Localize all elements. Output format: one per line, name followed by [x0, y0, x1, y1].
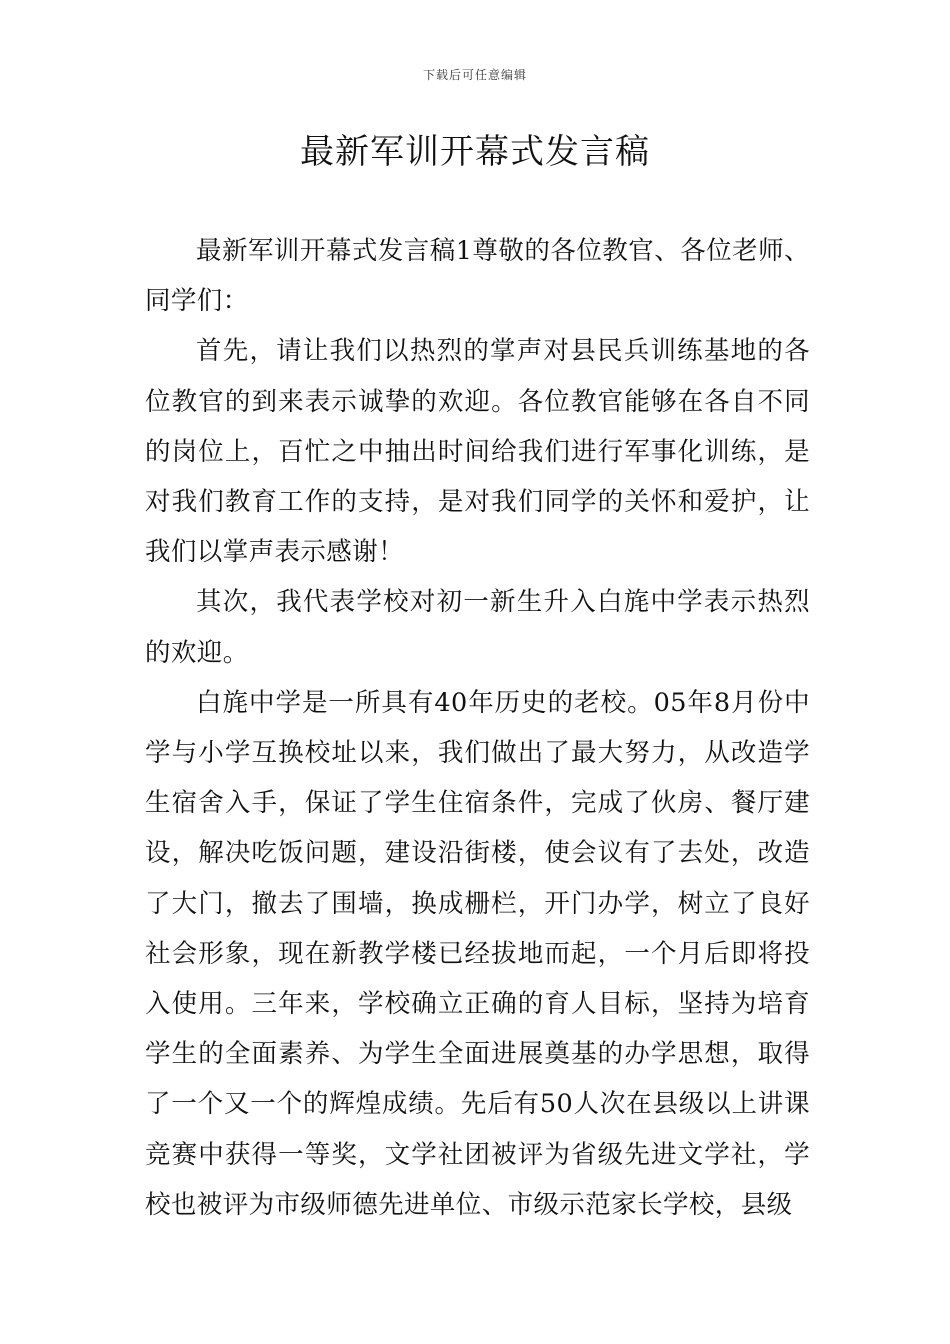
paragraph-2: 首先，请让我们以热烈的掌声对县民兵训练基地的各位教官的到来表示诚挚的欢迎。各位教官能够在各自不同的岗位上，百忙之中抽出时间给我们进行军事化训练，是对我们教育工作的支持，是对我们同学的关怀和爱护，让我们以掌声表示感谢！	[145, 336, 810, 568]
document-body	[145, 226, 810, 1230]
header-note: 下载后可任意编辑	[422, 68, 527, 82]
document-title: 最新军训开幕式发言稿	[300, 132, 650, 172]
paragraph-4: 白旄中学是一所具有40年历史的老校。05年8月份中学与小学互换校址以来，我们做出了最大努力，从改造学生宿舍入手，保证了学生住宿条件，完成了伙房、餐厅建设，解决吃饭问题，建设沿街楼，使会议有了去处，改造了大门，撤去了围墙，换成栅栏，开门办学，树立了良好社会形象，现在新教学楼已经拔地而起，一个月后即将投入使用。三年来，学校确立正确的育人目标，坚持为培育学生的全面素养、为学生全面进展奠基的办学思想，取得了一个又一个的辉煌成绩。先后有50人次在县级以上讲课竞赛中获得一等奖，文学社团被评为省级先进文学社，学校也被评为市级师德先进单位、市级示范家长学校，县级	[145, 687, 810, 1220]
paragraph-3: 其次，我代表学校对初一新生升入白旄中学表示热烈的欢迎。	[145, 587, 810, 668]
paragraph-1: 最新军训开幕式发言稿1尊敬的各位教官、各位老师、同学们：	[145, 236, 810, 317]
